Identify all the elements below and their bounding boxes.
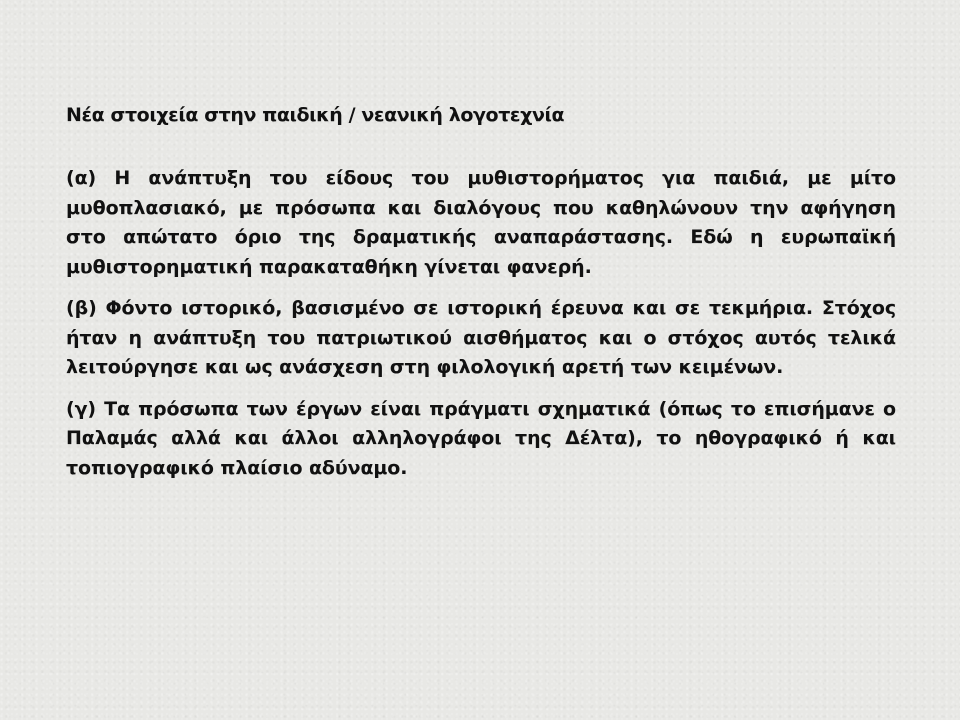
slide-title: Νέα στοιχεία στην παιδική / νεανική λογοτεχνία: [66, 104, 565, 126]
slide-body: [66, 164, 896, 495]
paragraph-c: (γ) Τα πρόσωπα των έργων είναι πράγματι σχηματικά (όπως το επισήμανε ο Παλαμάς αλλά και άλλοι αλληλογράφοι της Δέλτα), το ηθογραφικό ή και τοπιογραφικό πλαίσιο αδύναμο.: [66, 397, 896, 479]
paragraph-a: (α) Η ανάπτυξη του είδους του μυθιστορήματος για παιδιά, με μίτο μυθοπλασιακό, με πρόσωπα και διαλόγους που καθηλώνουν την αφήγηση στο απώτατο όριο της δραματικής αναπαράστασης. Εδώ η ευρωπαϊκή μυθιστορηματική παρακαταθήκη γίνεται φανερή.: [66, 167, 896, 278]
paragraph-b: (β) Φόντο ιστορικό, βασισμένο σε ιστορική έρευνα και σε τεκμήρια. Στόχος ήταν η ανάπτυξη του πατριωτικού αισθήματος και ο στόχος αυτός τελικά λειτούργησε και ως ανάσχεση στη φιλολογική αρετή των κειμένων.: [66, 297, 896, 378]
